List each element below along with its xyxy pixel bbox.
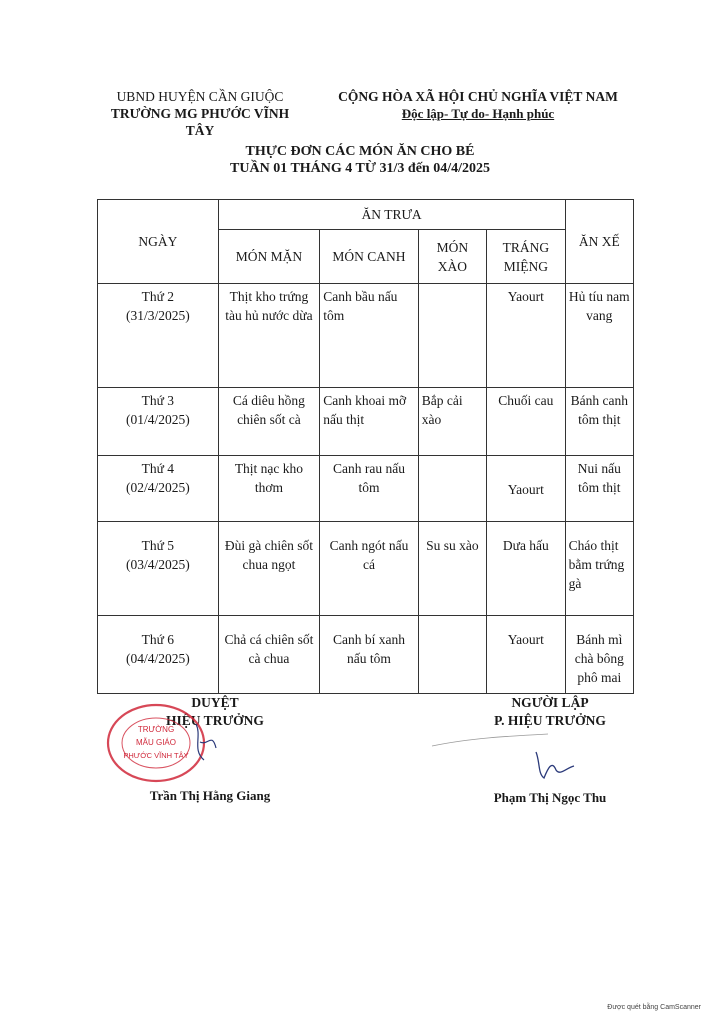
snack-cell: Nui nấu tôm thịt [565, 456, 633, 522]
stamp-text-3: PHƯỚC VĨNH TÂY [123, 751, 189, 760]
soup-cell: Canh khoai mỡ nấu thịt [320, 388, 419, 456]
stir-fry-cell: Su su xào [418, 522, 486, 616]
school-name: TRƯỜNG MG PHƯỚC VĨNH TÂY [110, 106, 290, 138]
issuing-authority [100, 88, 300, 139]
date-label: (01/4/2025) [125, 412, 190, 427]
stamp-text-2: MẪU GIÁO [135, 738, 177, 747]
approver-role: HIỆU TRƯỞNG [166, 713, 264, 728]
snack-cell: Bánh mì chà bông phô mai [565, 616, 633, 694]
authority-line: UBND HUYỆN CẦN GIUỘC [116, 89, 284, 104]
main-dish-cell: Thịt nạc kho thơm [218, 456, 320, 522]
table-row [98, 616, 634, 694]
preparer-name: Phạm Thị Ngọc Thu [493, 790, 607, 805]
preparer-block [470, 694, 630, 730]
dessert-cell: Dưa hấu [487, 522, 565, 616]
preparer-title: NGƯỜI LẬP [511, 695, 589, 710]
stir-fry-cell [418, 456, 486, 522]
main-dish-cell: Cá diêu hồng chiên sốt cà [218, 388, 320, 456]
header-stir-fry: MÓN XÀO [418, 230, 486, 284]
header-soup: MÓN CANH [320, 230, 419, 284]
approver-title: DUYỆT [191, 695, 239, 710]
table-row [98, 388, 634, 456]
approver-name: Trần Thị Hằng Giang [149, 788, 271, 803]
document-title [100, 143, 620, 177]
table-row [98, 284, 634, 388]
table-row [98, 456, 634, 522]
menu-table [97, 199, 634, 694]
header-dessert: TRÁNG MIỆNG [487, 230, 565, 284]
decorative-stroke-icon [430, 732, 550, 748]
dessert-cell: Chuối cau [487, 388, 565, 456]
date-label: (02/4/2025) [125, 480, 190, 495]
school-stamp-icon [104, 702, 222, 784]
day-label: Thứ 4 [141, 461, 175, 476]
country-name: CỘNG HÒA XÃ HỘI CHỦ NGHĨA VIỆT NAM [338, 89, 618, 104]
day-label: Thứ 5 [141, 538, 175, 553]
soup-cell: Canh bầu nấu tôm [320, 284, 419, 388]
main-dish-cell: Thịt kho trứng tàu hủ nước dừa [218, 284, 320, 388]
main-dish-cell: Đùi gà chiên sốt chua ngọt [218, 522, 320, 616]
dessert-cell: Yaourt [487, 456, 565, 522]
date-label: (04/4/2025) [125, 651, 190, 666]
header-afternoon-snack: ĂN XẾ [565, 200, 633, 284]
soup-cell: Canh bí xanh nấu tôm [320, 616, 419, 694]
day-label: Thứ 3 [141, 393, 175, 408]
snack-cell: Bánh canh tôm thịt [565, 388, 633, 456]
stir-fry-cell: Bắp cải xào [418, 388, 486, 456]
snack-cell: Cháo thịt bằm trứng gà [565, 522, 633, 616]
header-lunch: ĂN TRƯA [218, 200, 565, 230]
dessert-cell: Yaourt [487, 284, 565, 388]
motto-line: Độc lập- Tự do- Hạnh phúc [401, 106, 555, 121]
national-motto [328, 88, 628, 122]
stamp-text-1: TRƯỜNG [137, 725, 175, 734]
signature-icon [530, 748, 590, 784]
main-dish-cell: Chả cá chiên sốt cà chua [218, 616, 320, 694]
table-row [98, 522, 634, 616]
header-main-dish: MÓN MẶN [218, 230, 320, 284]
day-label: Thứ 2 [141, 289, 175, 304]
title-line1: THỰC ĐƠN CÁC MÓN ĂN CHO BÉ [245, 144, 475, 159]
day-label: Thứ 6 [141, 632, 175, 647]
soup-cell: Canh ngót nấu cá [320, 522, 419, 616]
dessert-cell: Yaourt [487, 616, 565, 694]
date-label: (31/3/2025) [125, 308, 190, 323]
preparer-role: P. HIỆU TRƯỞNG [494, 713, 606, 728]
title-line2: TUẦN 01 THÁNG 4 TỪ 31/3 đến 04/4/2025 [230, 161, 490, 176]
scanner-watermark: Được quét bằng CamScanner [607, 1004, 701, 1011]
soup-cell: Canh rau nấu tôm [320, 456, 419, 522]
stir-fry-cell [418, 284, 486, 388]
header-day: NGÀY [98, 200, 219, 284]
date-label: (03/4/2025) [125, 557, 190, 572]
snack-cell: Hủ tíu nam vang [565, 284, 633, 388]
stir-fry-cell [418, 616, 486, 694]
